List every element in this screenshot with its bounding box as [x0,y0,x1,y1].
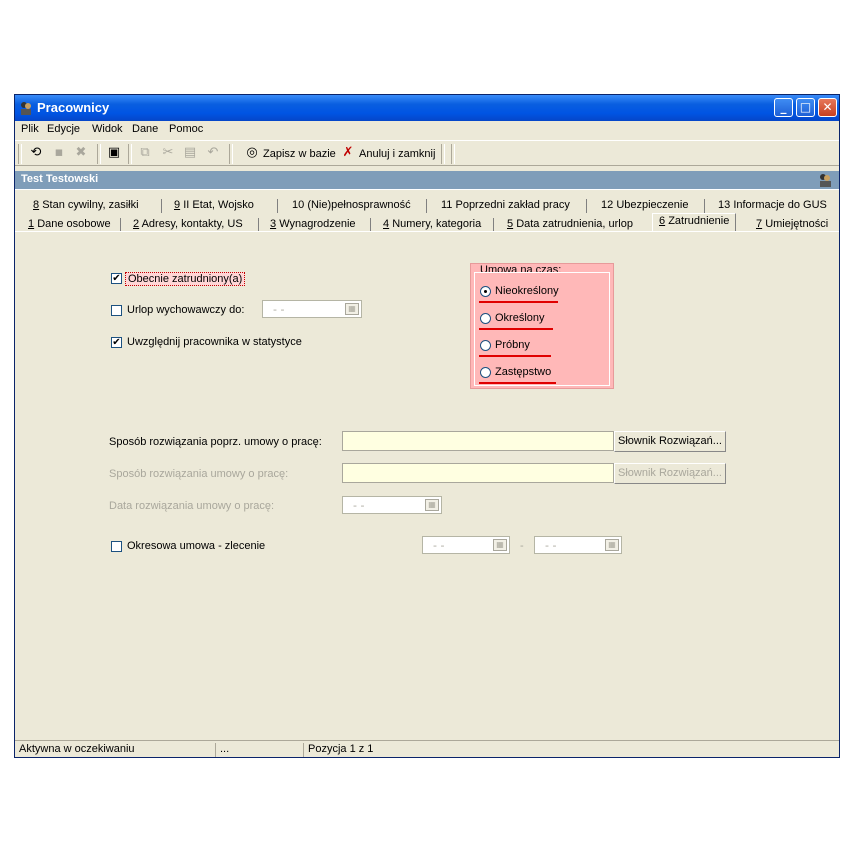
tab-number: 13 [718,199,731,211]
termination-date-field[interactable] [342,496,442,514]
calendar-icon[interactable]: ▦ [425,499,439,511]
periodic-label: Okresowa umowa - zlecenie [127,540,266,552]
undo-icon[interactable]: ↶ [207,145,219,160]
menu-pomoc[interactable]: Pomoc [169,123,204,135]
radio-probny[interactable] [480,340,491,351]
tab-number: 9 [174,199,181,211]
delete-person-icon[interactable]: ✖ [75,145,87,160]
periodic-checkbox[interactable] [111,541,122,552]
tab-label: (Nie)pełnosprawność [307,199,411,211]
dictionary-button-disabled[interactable]: Słownik Rozwiązań... [614,463,726,484]
tab-number: 2 [133,218,140,230]
radio-zastepstwo[interactable] [480,367,491,378]
leave-label: Urlop wychowawczy do: [127,304,245,316]
periodic-from-value: - - [433,539,445,552]
record-header [15,171,839,190]
prev-termination-label: Sposób rozwiązania poprz. umowy o pracę: [109,436,322,448]
tab-label: Poprzedni zakład pracy [455,199,570,211]
menu-edycje[interactable]: Edycje [47,123,81,135]
periodic-from-field[interactable] [422,536,510,554]
tab-number: 8 [33,199,40,211]
periodic-to-value: - - [545,539,557,552]
tab-number: 3 [270,218,277,230]
close-button[interactable]: ✕ [818,98,837,117]
tab-informacje-gus[interactable] [718,199,827,211]
tab-umiejetnosci[interactable] [756,218,828,230]
menu-dane[interactable]: Dane [132,123,159,135]
paste-icon[interactable]: ▤ [183,145,197,160]
employed-label: Obecnie zatrudniony(a) [125,272,245,286]
minimize-button[interactable]: _ [774,98,793,117]
tab-divider [161,199,162,213]
app-window [14,94,840,758]
tab-divider [120,218,121,232]
toolbar-separator [128,144,132,164]
leave-date-field[interactable] [262,300,362,318]
calendar-icon[interactable]: ▦ [605,539,619,551]
save-disk-icon[interactable]: ▪ [54,145,64,160]
toolbar-separator [441,144,445,164]
highlight-underline [479,301,558,303]
cut-icon[interactable]: ✂ [162,145,174,160]
range-dash: - [520,540,524,552]
highlight-underline [479,382,556,384]
tab-divider [277,199,278,213]
stats-checkbox[interactable]: ✔ [112,337,121,348]
tab-divider [586,199,587,213]
tab-label: II Etat, Wojsko [183,199,254,211]
tab-label: Informacje do GUS [733,199,827,211]
radio-okreslony[interactable] [480,313,491,324]
contract-type-group [470,263,614,389]
cancel-button[interactable]: Anuluj i zamknij [359,148,436,160]
people-icon [817,172,833,191]
window-title: Pracownicy [37,100,110,115]
copy-icon[interactable]: ⧉ [140,145,150,160]
tab-label: Adresy, kontakty, US [141,218,243,230]
refresh-icon[interactable]: ⟲ [30,145,42,160]
radio-probny-label: Próbny [495,339,530,351]
radio-zastepstwo-label: Zastępstwo [495,366,552,378]
status-state: Aktywna w oczekiwaniu [19,743,135,755]
toolbar [15,140,839,166]
tab-wynagrodzenie[interactable] [270,218,356,230]
tab-number: 1 [28,218,35,230]
cancel-icon[interactable]: ✗ [342,145,354,160]
tab-niepelnosprawnosc[interactable] [292,199,411,211]
status-position: Pozycja 1 z 1 [303,743,828,757]
menu-plik[interactable]: Plik [21,123,39,135]
tab-label: Ubezpieczenie [616,199,689,211]
toolbar-separator [451,144,455,164]
record-title: Test Testowski [21,173,99,185]
tab-divider [704,199,705,213]
status-bar [15,740,839,758]
radio-nieokreslony[interactable] [480,286,491,297]
save-db-icon[interactable]: ◎ [246,145,258,160]
menu-widok[interactable]: Widok [92,123,123,135]
tab-number: 10 [292,199,305,211]
tab-data-zatrudnienia[interactable] [507,218,633,230]
tab-number: 12 [601,199,614,211]
tab-label: Zatrudnienie [668,215,730,227]
toolbar-separator [97,144,101,164]
tab-divider [493,218,494,232]
tab-number: 4 [383,218,390,230]
dictionary-button[interactable]: Słownik Rozwiązań... [614,431,726,452]
save-button[interactable]: Zapisz w bazie [263,148,336,160]
tab-number: 5 [507,218,514,230]
calendar-icon[interactable]: ▦ [493,539,507,551]
tab-divider [426,199,427,213]
tab-page-border [15,231,839,232]
contract-group-legend: Umowa na czas: [480,264,562,276]
calendar-icon[interactable]: ▦ [345,303,359,315]
tab-number: 6 [659,215,666,227]
people-app-icon [19,101,33,115]
highlight-underline [479,328,553,330]
prev-termination-input[interactable] [342,431,614,451]
toolbar-grip [18,144,22,164]
tab-label: Wynagrodzenie [279,218,356,230]
tab-adresy[interactable] [133,218,243,230]
status-dots: ... [215,743,300,757]
tab-number: 7 [756,218,763,230]
radio-nieokreslony-label: Nieokreślony [495,285,559,297]
maximize-button[interactable]: □ [796,98,815,117]
termination-date-label: Data rozwiązania umowy o pracę: [109,500,275,512]
tab-numery[interactable] [383,218,481,230]
tab-label: Stan cywilny, zasiłki [42,199,139,211]
employed-checkbox[interactable]: ✔ [112,273,121,284]
termination-input[interactable] [342,463,614,483]
tab-label: Dane osobowe [37,218,111,230]
leave-checkbox[interactable] [111,305,122,316]
tab-label: Umiejętności [765,218,829,230]
menu-bar [15,121,839,139]
tab-etat-wojsko[interactable] [174,199,254,211]
periodic-to-field[interactable] [534,536,622,554]
stats-label: Uwzględnij pracownika w statystyce [127,336,302,348]
leave-date-value: - - [273,303,285,316]
tab-label: Data zatrudnienia, urlop [516,218,633,230]
properties-icon[interactable]: ▣ [107,145,121,160]
tab-stan-cywilny[interactable] [33,199,139,211]
termination-label: Sposób rozwiązania umowy o pracę: [109,468,289,480]
tab-dane-osobowe[interactable] [28,218,111,230]
tab-divider [370,218,371,232]
title-bar [15,95,839,121]
termination-date-value: - - [353,499,365,512]
highlight-underline [479,355,551,357]
tab-ubezpieczenie[interactable] [601,199,688,211]
tab-label: Numery, kategoria [392,218,482,230]
toolbar-separator [229,144,233,164]
tab-zatrudnienie[interactable] [652,213,736,231]
tab-poprzedni-zaklad[interactable] [441,199,570,211]
tab-number: 11 [441,199,453,211]
radio-okreslony-label: Określony [495,312,545,324]
tab-divider [258,218,259,232]
